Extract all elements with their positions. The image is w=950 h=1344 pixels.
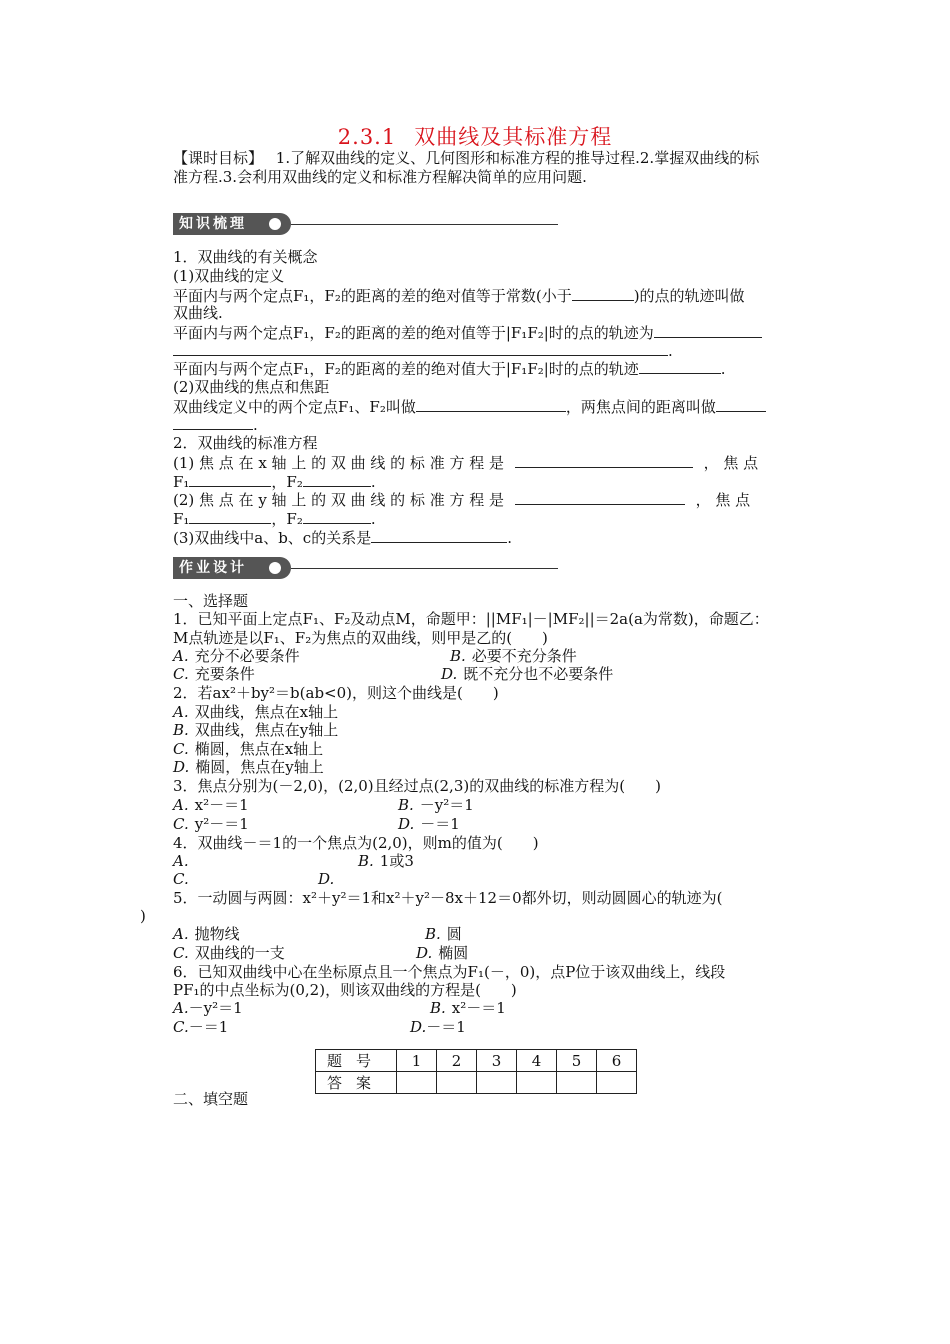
s1-para-7: [173, 528, 813, 547]
q5-option-c: C. 双曲线的一支: [173, 944, 285, 962]
s1-heading-1a: (1)双曲线的定义: [173, 267, 285, 285]
s1-p5b: ， 焦 点: [703, 454, 759, 472]
s1-p1a: 平面内与两个定点F₁，F₂的距离的差的绝对值等于常数(小于: [173, 287, 572, 305]
s1-p4end: .: [253, 416, 258, 434]
q5-option-d: D. 椭圆: [416, 944, 469, 962]
q4-stem: 4．双曲线－＝1的一个焦点为(2,0)，则m的值为( ): [173, 834, 539, 852]
page-title: [0, 121, 950, 151]
s1-para-1: [173, 286, 813, 305]
table-number-cell: 4: [517, 1050, 557, 1072]
s1-p5a: (1) 焦 点 在 x 轴 上 的 双 曲 线 的 标 准 方 程 是: [173, 454, 504, 472]
goal-label: 【课时目标】: [173, 149, 264, 167]
q2-option-d: D. 椭圆，焦点在y轴上: [173, 758, 324, 776]
s1-p5c: F₁: [173, 473, 190, 491]
banner-rule: [291, 224, 558, 225]
table-number-cell: 6: [597, 1050, 637, 1072]
answer-table-header-row: [316, 1050, 637, 1072]
q2-option-b: B. 双曲线，焦点在y轴上: [173, 721, 339, 739]
s1-para-4b: [173, 415, 813, 434]
q2-stem: 2．若ax²＋by²＝b(ab<0)，则这个曲线是( ): [173, 684, 499, 702]
q2-option-c: C. 椭圆，焦点在x轴上: [173, 740, 324, 758]
s1-p7end: .: [507, 529, 512, 547]
s1-para-4: [173, 397, 813, 416]
title-number: 2.3.1: [337, 125, 397, 149]
s3-heading: 二、填空题: [173, 1090, 249, 1108]
s1-p2: 平面内与两个定点F₁，F₂的距离的差的绝对值等于|F₁F₂|时的点的轨迹为: [173, 324, 654, 342]
s2-heading: 一、选择题: [173, 592, 249, 610]
s1-para-3: [173, 359, 813, 378]
s1-heading-1b: (2)双曲线的焦点和焦距: [173, 378, 330, 396]
q3-option-d: D. －＝1: [398, 815, 460, 833]
s1-p6c: F₁: [173, 510, 190, 528]
blank: [416, 397, 566, 412]
q4-option-a: A.: [173, 852, 189, 870]
goal-line-1: [173, 149, 813, 167]
blank: [515, 490, 685, 505]
q5-option-b: B. 圆: [425, 925, 462, 943]
banner-dot-icon: [269, 562, 281, 574]
s1-p7: (3)双曲线中a、b、c的关系是: [173, 529, 372, 547]
q6-option-b: B. x²－＝1: [430, 999, 506, 1017]
s1-p6a: (2) 焦 点 在 y 轴 上 的 双 曲 线 的 标 准 方 程 是: [173, 491, 505, 509]
q1-option-b: B. 必要不充分条件: [450, 647, 577, 665]
table-number-cell: 3: [477, 1050, 517, 1072]
q1-option-a: A. 充分不必要条件: [173, 647, 300, 665]
q4-option-c: C.: [173, 870, 189, 888]
blank: [303, 472, 371, 487]
s1-p3end: .: [720, 360, 726, 378]
q5-option-a: A. 抛物线: [173, 925, 240, 943]
table-number-cell: 5: [557, 1050, 597, 1072]
s1-para-6b: [173, 509, 813, 528]
q6-line-1: 6．已知双曲线中心在坐标原点且一个焦点为F₁(－，0)，点P位于该双曲线上，线段: [173, 963, 726, 981]
s1-p6end: .: [370, 510, 376, 528]
q6-option-d: D.－＝1: [410, 1018, 466, 1036]
q2-option-a: A. 双曲线，焦点在x轴上: [173, 703, 339, 721]
section-title-knowledge: 知识梳理: [173, 213, 291, 235]
table-head-answer: 答案: [316, 1072, 397, 1094]
blank: [716, 397, 766, 412]
q3-option-a: A. x²－＝1: [173, 796, 249, 814]
s1-p4b: ，两焦点间的距离叫做: [565, 398, 716, 416]
q5-line-1: 5．一动圆与两圆：x²＋y²＝1和x²＋y²－8x＋12＝0都外切，则动圆圆心的轨迹为(: [173, 889, 723, 907]
blank: [371, 528, 507, 543]
q6-option-a: A.－y²＝1: [173, 999, 243, 1017]
s1-heading-2: 2．双曲线的标准方程: [173, 434, 318, 452]
q1-line-2: M点轨迹是以F₁、F₂为焦点的双曲线，则甲是乙的( ): [173, 629, 548, 647]
s1-para-2b: [173, 341, 813, 360]
s1-p5d: ，F₂: [271, 473, 303, 491]
blank: [515, 453, 693, 468]
q3-option-b: B. －y²＝1: [398, 796, 474, 814]
s1-para-5: [173, 453, 813, 472]
s1-p2end: .: [668, 342, 673, 360]
s1-heading-1: 1．双曲线的有关概念: [173, 248, 318, 266]
section-title-homework: 作业设计: [173, 557, 291, 579]
blank: [654, 323, 762, 338]
blank: [189, 509, 271, 524]
s1-p6b: ， 焦 点: [695, 491, 751, 509]
answer-table: [315, 1049, 637, 1094]
q3-stem: 3．焦点分别为(－2,0)，(2,0)且经过点(2,3)的双曲线的标准方程为( ): [173, 777, 661, 795]
title-text: 双曲线及其标准方程: [414, 125, 613, 149]
table-number-cell: 2: [437, 1050, 477, 1072]
s1-p6d: ，F₂: [271, 510, 303, 528]
table-number-cell: 1: [397, 1050, 437, 1072]
q1-option-d: D. 既不充分也不必要条件: [441, 665, 614, 683]
blank: [173, 415, 253, 430]
section-banner-knowledge: [173, 213, 558, 235]
q1-option-c: C. 充要条件: [173, 665, 255, 683]
goal-line-2: 准方程.3.会利用双曲线的定义和标准方程解决简单的应用问题.: [173, 168, 587, 186]
banner-rule: [291, 568, 558, 569]
q6-line-2: PF₁的中点坐标为(0,2)，则该双曲线的方程是( ): [173, 981, 517, 999]
q6-option-c: C.－＝1: [173, 1018, 229, 1036]
blank: [639, 359, 721, 374]
q5-line-2: ): [140, 907, 146, 925]
q3-option-c: C. y²－＝1: [173, 815, 249, 833]
table-head-number: 题号: [316, 1050, 397, 1072]
blank: [572, 286, 634, 301]
s1-para-1c: 双曲线.: [173, 304, 223, 322]
q4-option-d: D.: [318, 870, 335, 888]
q4-option-b: B. 1或3: [358, 852, 414, 870]
s1-para-2: [173, 323, 813, 342]
blank: [303, 509, 371, 524]
banner-dot-icon: [269, 218, 281, 230]
s1-p5end: .: [370, 473, 376, 491]
s1-para-5b: [173, 472, 813, 491]
blank: [189, 472, 271, 487]
s1-p3: 平面内与两个定点F₁，F₂的距离的差的绝对值大于|F₁F₂|时的点的轨迹: [173, 360, 639, 378]
s1-para-6: [173, 490, 813, 509]
q1-line-1: 1．已知平面上定点F₁、F₂及动点M，命题甲：||MF₁|－|MF₂||＝2a(a为常数)，命题乙：: [173, 610, 769, 628]
s1-p1b: )的点的轨迹叫做: [633, 287, 745, 305]
section-banner-homework: [173, 557, 558, 579]
s1-p4a: 双曲线定义中的两个定点F₁、F₂叫做: [173, 398, 416, 416]
blank: [173, 341, 668, 356]
goal-text-1: 1.了解双曲线的定义、几何图形和标准方程的推导过程.2.掌握双曲线的标: [275, 149, 760, 167]
